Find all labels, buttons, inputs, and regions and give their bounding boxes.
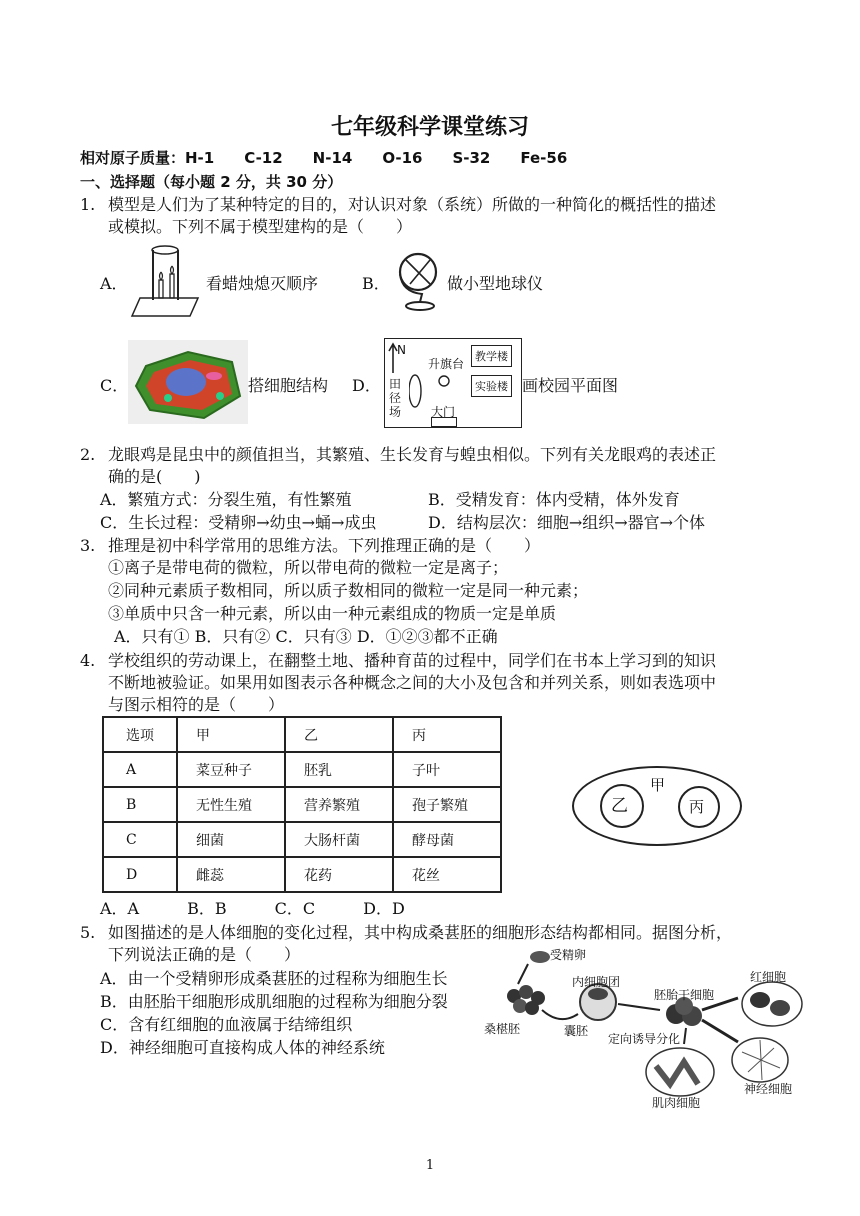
zygote-shape bbox=[530, 951, 550, 963]
q1-option-d-label: D． bbox=[352, 376, 381, 395]
table-cell: 雌蕊 bbox=[177, 857, 285, 892]
q5-option-a: A．由一个受精卵形成桑葚胚的过程称为细胞生长 bbox=[100, 969, 448, 988]
table-cell: C bbox=[103, 822, 177, 857]
page-title: 七年级科学课堂练习 bbox=[330, 115, 529, 140]
q2-option-d: D．结构层次：细胞→组织→器官→个体 bbox=[428, 513, 706, 532]
q5-option-d: D．神经细胞可直接构成人体的神经系统 bbox=[100, 1038, 385, 1057]
q1-option-c-text: 搭细胞结构 bbox=[248, 376, 329, 395]
q1-option-b-label: B． bbox=[362, 274, 390, 293]
fig-icm-label: 内细胞团 bbox=[572, 975, 621, 989]
q2-option-b: B．受精发育：体内受精，体外发育 bbox=[428, 490, 680, 509]
q2-stem-line2: 确的是( ) bbox=[108, 467, 201, 486]
q1-stem-line2: 或模拟。下列不属于模型建构的是（ ） bbox=[108, 217, 413, 236]
venn-left-label: 乙 bbox=[611, 796, 628, 816]
table-header-cell: 丙 bbox=[393, 717, 501, 752]
q1-option-b-text: 做小型地球仪 bbox=[447, 274, 544, 293]
q3-stem: 推理是初中科学常用的思维方法。下列推理正确的是（ ） bbox=[108, 536, 541, 555]
q2-option-c: C．生长过程：受精卵→幼虫→蛹→成虫 bbox=[100, 513, 377, 532]
section-heading: 一、选择题（每小题 2 分，共 30 分） bbox=[80, 173, 343, 191]
q2-stem-line1: 龙眼鸡是昆虫中的颜值担当，其繁殖、生长发育与蝗虫相似。下列有关龙眼鸡的表述正 bbox=[108, 445, 717, 464]
fig-esc-label: 胚胎干细胞 bbox=[654, 988, 715, 1002]
q3-statement-2: ②同种元素质子数相同，所以质子数相同的微粒一定是同一种元素； bbox=[108, 581, 589, 600]
q4-number: 4. bbox=[80, 651, 96, 670]
table-cell: 细菌 bbox=[177, 822, 285, 857]
fig-morula-label: 桑椹胚 bbox=[484, 1022, 521, 1036]
q1-option-c-label: C． bbox=[100, 376, 129, 395]
table-cell: 菜豆种子 bbox=[177, 752, 285, 787]
q3-options: A．只有① B．只有② C．只有③ D．①②③都不正确 bbox=[114, 627, 498, 646]
fig-rbc-label: 红细胞 bbox=[750, 970, 787, 984]
table-cell: 孢子繁殖 bbox=[393, 787, 501, 822]
table-cell: 花丝 bbox=[393, 857, 501, 892]
table-cell: 胚乳 bbox=[285, 752, 393, 787]
venn-outer-label: 甲 bbox=[650, 776, 666, 794]
atomic-masses: 相对原子质量：H-1 C-12 N-14 O-16 S-32 Fe-56 bbox=[80, 149, 568, 167]
campus-map bbox=[384, 338, 522, 428]
q3-number: 3. bbox=[80, 536, 96, 555]
q2-number: 2. bbox=[80, 445, 96, 464]
table-cell: 花药 bbox=[285, 857, 393, 892]
table-header-cell: 选项 bbox=[103, 717, 177, 752]
table-row bbox=[103, 857, 501, 892]
page-number: 1 bbox=[425, 1158, 435, 1173]
q1-option-a-text: 看蜡烛熄灭顺序 bbox=[206, 274, 319, 293]
map-track-label: 田径场 bbox=[389, 377, 402, 419]
map-gate-label: 大门 bbox=[431, 405, 456, 419]
fig-blast-label: 囊胚 bbox=[564, 1024, 589, 1038]
map-north-label: N bbox=[397, 343, 406, 357]
table-cell: 酵母菌 bbox=[393, 822, 501, 857]
q5-stem-line2: 下列说法正确的是（ ） bbox=[108, 945, 301, 964]
q1-stem-line1: 模型是人们为了某种特定的目的，对认识对象（系统）所做的一种简化的概括性的描述 bbox=[108, 195, 717, 214]
table-cell: 子叶 bbox=[393, 752, 501, 787]
table-header-cell: 甲 bbox=[177, 717, 285, 752]
fig-muscle-label: 肌肉细胞 bbox=[652, 1096, 701, 1110]
cell-model-image bbox=[128, 340, 248, 424]
q4-options-table bbox=[102, 716, 502, 893]
map-flag-label: 升旗台 bbox=[428, 357, 465, 371]
table-header-cell: 乙 bbox=[285, 717, 393, 752]
fig-zygote-label: 受精卵 bbox=[550, 948, 587, 962]
q2-option-a: A．繁殖方式：分裂生殖，有性繁殖 bbox=[100, 490, 352, 509]
globe-image bbox=[390, 246, 446, 312]
q1-number: 1. bbox=[80, 195, 96, 214]
q5-option-c: C．含有红细胞的血液属于结缔组织 bbox=[100, 1015, 353, 1034]
q4-stem-line2: 不断地被验证。如果用如图表示各种概念之间的大小及包含和并列关系，则如表选项中 bbox=[108, 673, 717, 692]
candle-jar-image bbox=[128, 242, 203, 320]
table-cell: 无性生殖 bbox=[177, 787, 285, 822]
map-teach-building: 教学楼 bbox=[471, 345, 512, 367]
q5-number: 5. bbox=[80, 923, 96, 942]
table-header-row bbox=[103, 717, 501, 752]
table-cell: 营养繁殖 bbox=[285, 787, 393, 822]
q4-options: A．A B．B C．C D．D bbox=[100, 899, 405, 918]
table-row bbox=[103, 822, 501, 857]
fig-neuron-label: 神经细胞 bbox=[744, 1082, 793, 1096]
q3-statement-3: ③单质中只含一种元素，所以由一种元素组成的物质一定是单质 bbox=[108, 604, 557, 623]
q1-option-d-text: 画校园平面图 bbox=[522, 376, 619, 395]
map-lab-building: 实验楼 bbox=[471, 375, 512, 397]
morula-shape bbox=[507, 985, 545, 1015]
table-cell: B bbox=[103, 787, 177, 822]
q3-statement-1: ①离子是带电荷的微粒，所以带电荷的微粒一定是离子； bbox=[108, 558, 509, 577]
table-cell: 大肠杆菌 bbox=[285, 822, 393, 857]
q4-stem-line3: 与图示相符的是（ ） bbox=[108, 695, 285, 714]
q4-stem-line1: 学校组织的劳动课上，在翻整土地、播种育苗的过程中，同学们在书本上学习到的知识 bbox=[108, 651, 717, 670]
map-gate-shape bbox=[431, 417, 457, 427]
table-row bbox=[103, 752, 501, 787]
q5-stem-line1: 如图描述的是人体细胞的变化过程，其中构成桑葚胚的细胞形态结构都相同。据图分析， bbox=[108, 923, 733, 942]
venn-right-label: 丙 bbox=[689, 798, 705, 816]
table-cell: D bbox=[103, 857, 177, 892]
q1-option-a-label: A． bbox=[100, 274, 128, 293]
table-row bbox=[103, 787, 501, 822]
fig-induce-label: 定向诱导分化 bbox=[608, 1032, 681, 1046]
table-cell: A bbox=[103, 752, 177, 787]
q5-option-b: B．由胚胎干细胞形成肌细胞的过程称为细胞分裂 bbox=[100, 992, 448, 1011]
